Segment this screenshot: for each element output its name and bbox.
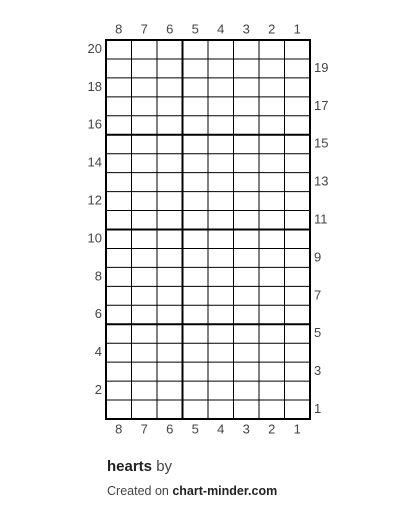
- column-number-top: 8: [115, 21, 123, 37]
- row-number-left: 12: [87, 192, 102, 208]
- row-number-right: 3: [314, 363, 322, 379]
- pattern-by: by: [156, 458, 173, 475]
- row-number-left: 6: [94, 306, 102, 322]
- column-number-bottom: 5: [191, 421, 199, 437]
- column-number-bottom: 1: [293, 421, 301, 437]
- row-number-left: 20: [87, 40, 102, 56]
- credit-prefix: Created on: [107, 484, 169, 498]
- chart-grid: [106, 40, 310, 419]
- row-number-right: 19: [314, 59, 329, 75]
- row-number-right: 15: [314, 135, 329, 151]
- column-number-top: 1: [293, 21, 301, 37]
- column-number-bottom: 8: [115, 421, 123, 437]
- column-number-top: 4: [217, 21, 225, 37]
- pattern-title: [107, 458, 172, 475]
- row-number-right: 9: [314, 249, 322, 265]
- row-number-right: 5: [314, 325, 322, 341]
- pattern-name: hearts: [107, 458, 153, 475]
- column-number-bottom: 4: [217, 421, 225, 437]
- column-number-top: 7: [140, 21, 148, 37]
- row-number-left: 2: [94, 382, 102, 398]
- row-number-left: 4: [94, 344, 102, 360]
- row-number-right: 13: [314, 173, 329, 189]
- column-number-bottom: 3: [242, 421, 250, 437]
- row-number-right: 7: [314, 287, 322, 303]
- credit-line: [107, 484, 277, 498]
- row-number-right: 17: [314, 97, 329, 113]
- column-number-top: 6: [166, 21, 174, 37]
- row-number-right: 11: [314, 211, 328, 227]
- column-number-top: 2: [268, 21, 276, 37]
- column-number-top: 3: [242, 21, 250, 37]
- column-number-bottom: 7: [140, 421, 148, 437]
- column-number-bottom: 6: [166, 421, 174, 437]
- row-number-left: 8: [94, 268, 102, 284]
- row-number-left: 14: [87, 154, 102, 170]
- column-number-bottom: 2: [268, 421, 276, 437]
- row-number-left: 18: [87, 78, 102, 94]
- credit-site-link[interactable]: chart-minder.com: [172, 484, 278, 498]
- row-number-left: 16: [87, 116, 102, 132]
- column-number-top: 5: [191, 21, 199, 37]
- row-number-right: 1: [314, 400, 322, 416]
- row-number-left: 10: [87, 230, 102, 246]
